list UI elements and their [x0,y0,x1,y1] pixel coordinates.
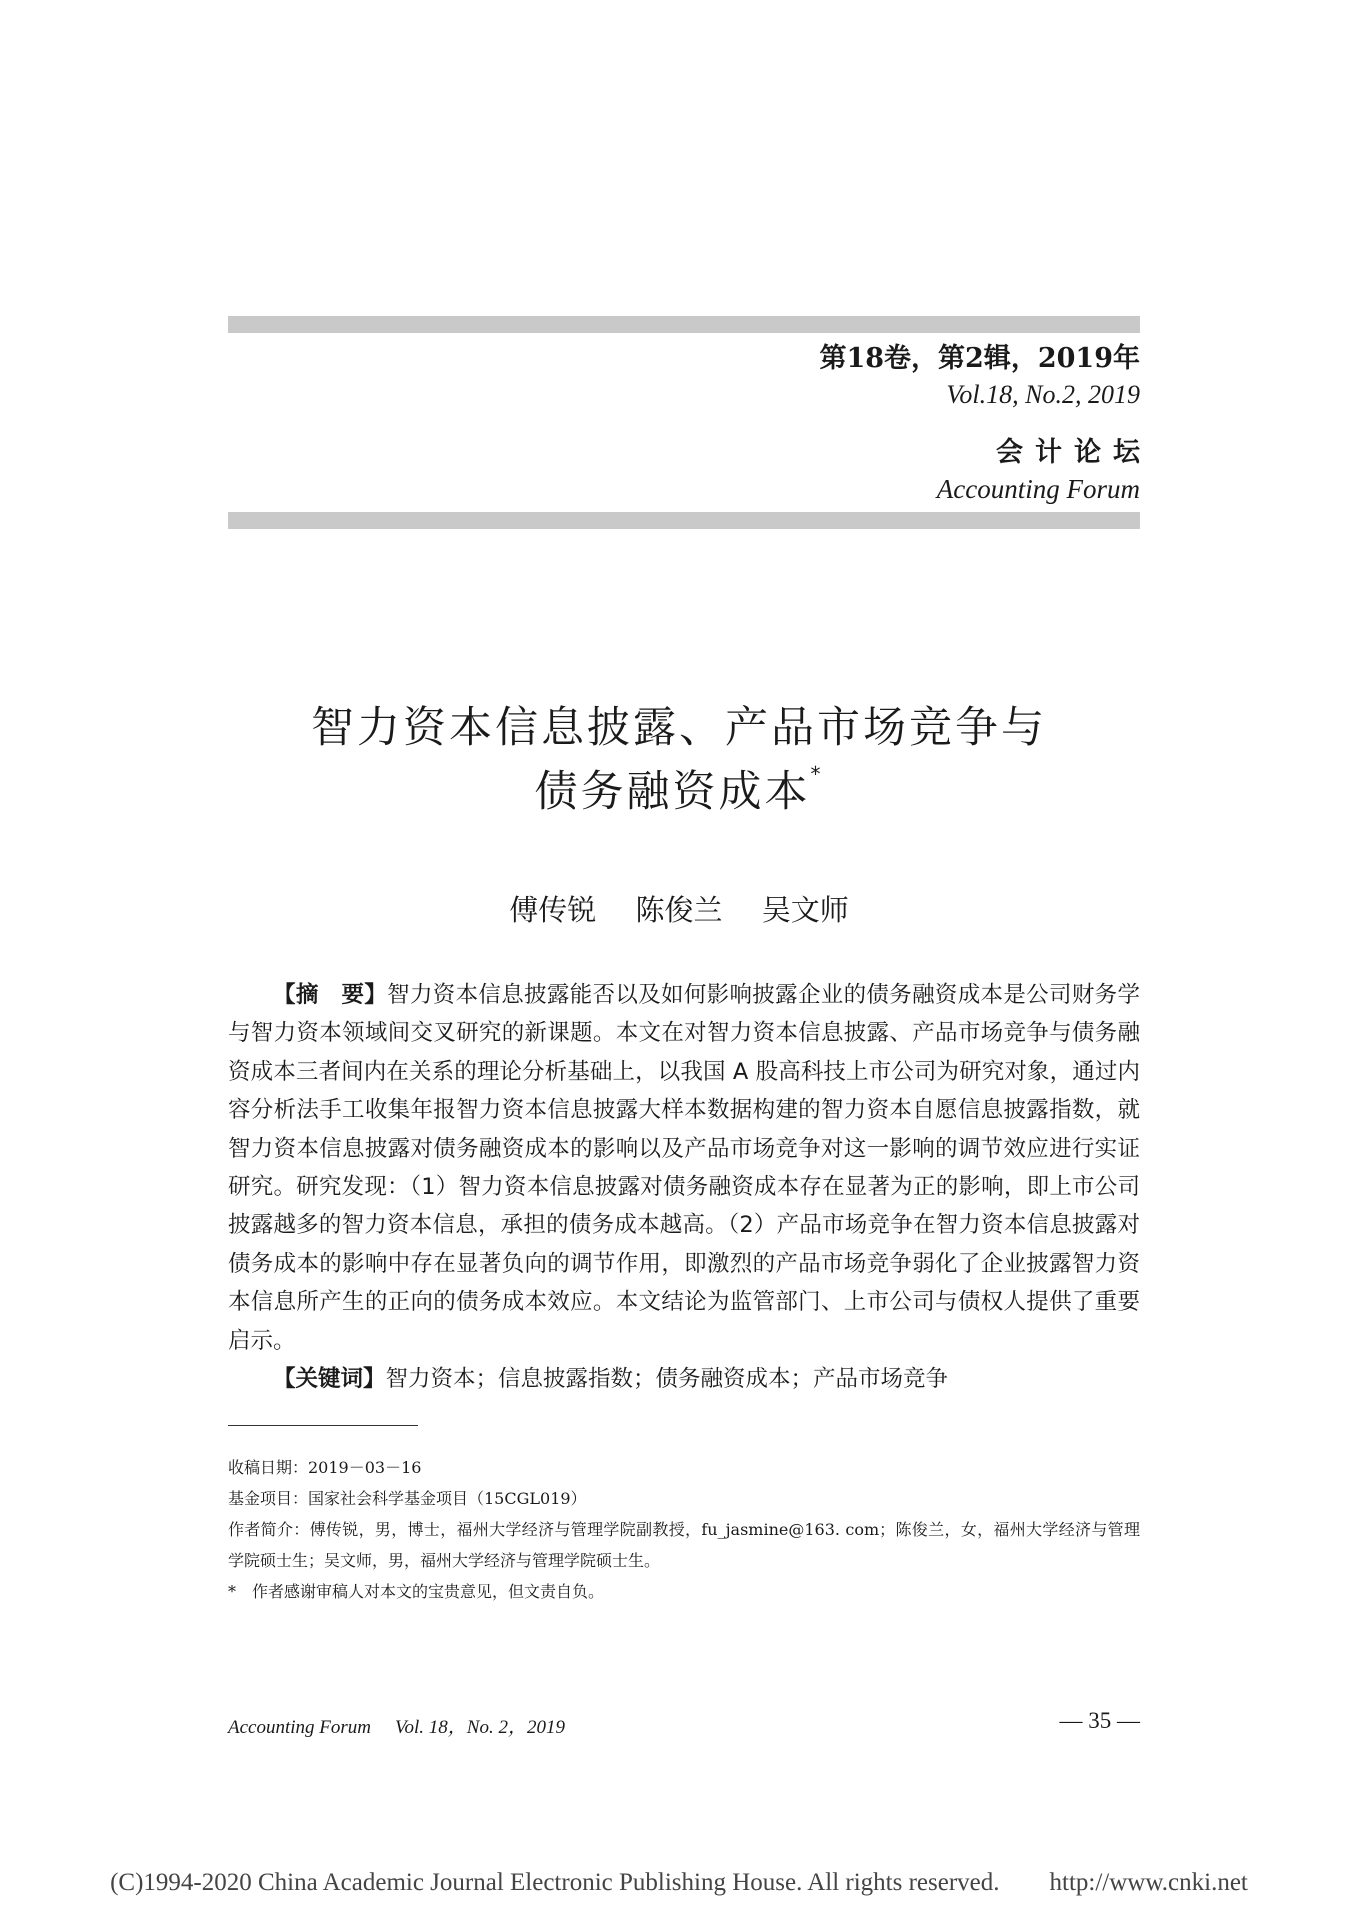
fund-project: 基金项目：国家社会科学基金项目（15CGL019） [228,1489,587,1508]
article-title-line2 [0,758,1358,819]
footer-journal: Accounting Forum [228,1717,372,1738]
abstract-text: 智力资本信息披露能否以及如何影响披露企业的债务融资成本是公司财务学与智力资本领域间交叉研究的新课题。本文在对智力资本信息披露、产品市场竞争与债务融资成本三者间内在关系的理论分析基础上，以我国 A 股高科技上市公司为研究对象，通过内容分析法手工收集年报智力资本信息披露大样本数据构建的智力资本自愿信息披露指数，就智力资本信息披露对债务融资成本的影响以及产品市场竞争对这一影响的调节效应进行实证研究。研究发现：（1）智力资本信息披露对债务融资成本存在显著为正的影响，即上市公司披露越多的智力资本信息，承担的债务成本越高。（2）产品市场竞争在智力资本信息披露对债务成本的影响中存在显著负向的调节作用，即激烈的产品市场竞争弱化了企业披露智力资本信息所产生的正向的债务成本效应。本文结论为监管部门、上市公司与债权人提供了重要启示。 [228,982,1140,1354]
footnote-divider [228,1425,418,1426]
footer-issue: Vol. 18，No. 2，2019 [395,1717,565,1738]
abstract-label: 【摘 要】 [273,982,388,1008]
header-bottom-bar [228,512,1140,529]
author-info: 作者简介：傅传锐，男，博士，福州大学经济与管理学院副教授，fu_jasmine@163. com；陈俊兰，女，福州大学经济与管理学院硕士生；吴文师，男，福州大学经济与管理学院硕士生。 [228,1520,1140,1570]
keywords-label: 【关键词】 [273,1366,386,1393]
header-top-bar [228,316,1140,333]
title-footnote-mark: * [810,762,824,786]
abstract-block [228,976,1140,1398]
article-title-line2-text: 债务融资成本 [534,767,811,817]
volume-cn: 第18卷，第2辑，2019年 [819,343,1140,374]
keywords-text: 智力资本；信息披露指数；债务融资成本；产品市场竞争 [385,1366,949,1393]
footnotes [228,1452,1140,1607]
abstract-paragraph [228,976,1140,1360]
journal-name-en: Accounting Forum [936,474,1140,504]
page-number: — 35 — [1059,1708,1140,1733]
keywords-paragraph [228,1360,1140,1398]
footer-journal-info [228,1712,565,1739]
article-title-line1: 智力资本信息披露、产品市场竞争与 [311,703,1047,753]
authors: 傅传锐 陈俊兰 吴文师 [509,893,849,927]
copyright-notice: (C)1994-2020 China Academic Journal Electronic Publishing House. All rights reserved. http://www.cnki.net [110,1869,1248,1896]
journal-name-cn: 会计论坛 [996,437,1152,468]
volume-en: Vol.18, No.2, 2019 [946,380,1140,409]
acknowledgement: * 作者感谢审稿人对本文的宝贵意见，但文责自负。 [228,1582,605,1601]
received-date: 收稿日期：2019－03－16 [228,1458,422,1477]
